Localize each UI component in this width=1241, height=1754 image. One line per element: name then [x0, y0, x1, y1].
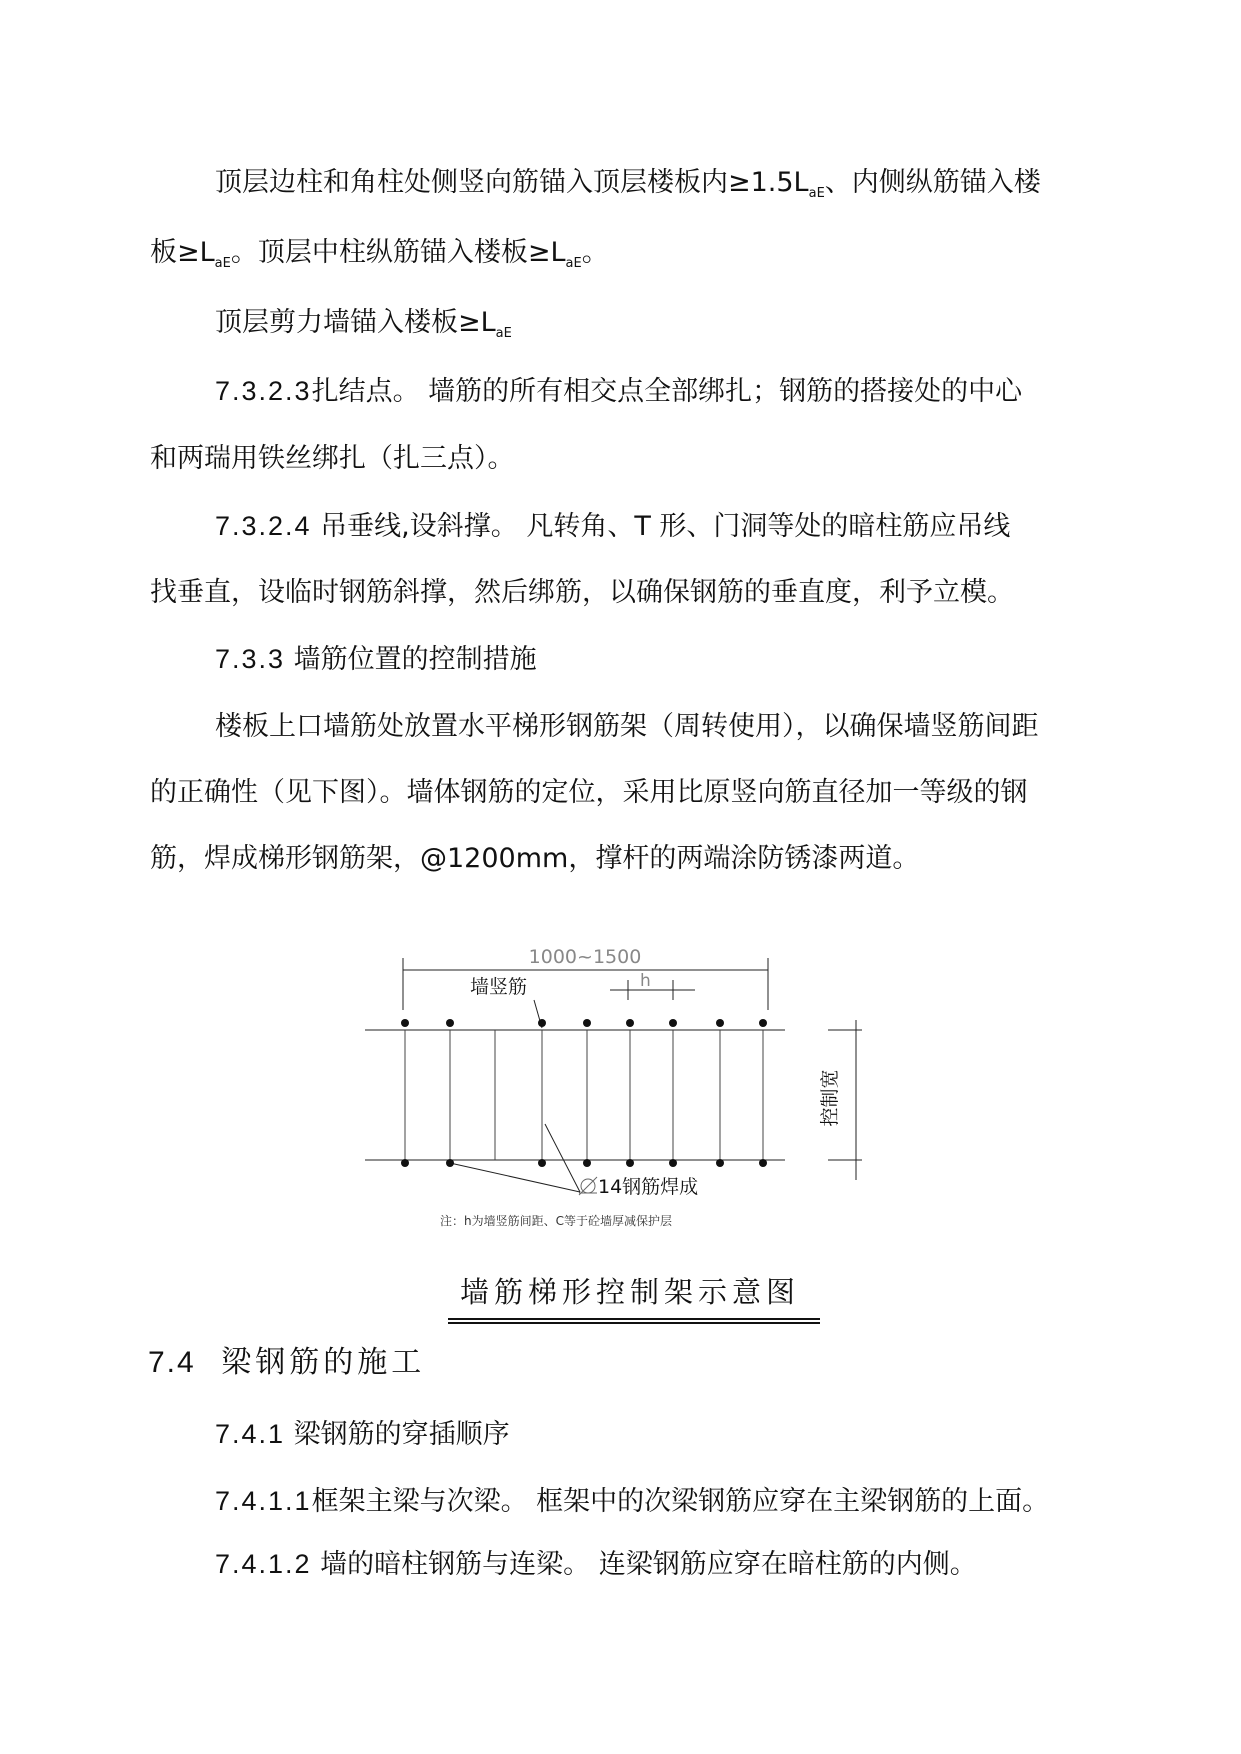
weld-label: 14钢筋焊成: [598, 1176, 699, 1198]
wall-bar-dot: [401, 1159, 409, 1167]
wall-bar-dot: [538, 1159, 546, 1167]
wall-bar-dot: [626, 1019, 634, 1027]
subsection-7-4-1-2: [215, 1547, 977, 1582]
text: 。: [581, 237, 609, 268]
clause-number: 7.3.2.4: [215, 511, 312, 541]
wall-bar-dot: [716, 1159, 724, 1167]
section-heading-7-4: [148, 1346, 425, 1380]
text: 板≥L: [150, 237, 215, 268]
subscript: aE: [214, 256, 231, 271]
subscript: aE: [808, 186, 825, 201]
control-width-label: 控制宽: [819, 1069, 841, 1127]
wall-bar-dot: [583, 1159, 591, 1167]
clause-number: 7.3.2.3: [215, 376, 312, 406]
text: 和两瑞用铁丝绑扎（扎三点）。: [150, 443, 515, 474]
text: 顶层剪力墙锚入楼板≥L: [215, 307, 496, 338]
subscript: aE: [495, 326, 512, 341]
wall-bar-dot: [401, 1019, 409, 1027]
text: 筋，焊成梯形钢筋架，@1200mm，撑杆的两端涂防锈漆两道。: [150, 843, 920, 874]
wall-bar-dot: [626, 1159, 634, 1167]
wall-bar-dot: [759, 1019, 767, 1027]
clause-number: 7.4.1.2: [215, 1549, 312, 1579]
clause-number: 7.3.3: [215, 644, 286, 674]
text: 。顶层中柱纵筋锚入楼板≥L: [230, 237, 566, 268]
wall-bar-dot: [759, 1159, 767, 1167]
wall-bar-dot: [669, 1159, 677, 1167]
text: 梁钢筋的穿插顺序: [285, 1419, 510, 1450]
wall-bar-dot: [446, 1159, 454, 1167]
text: 顶层边柱和角柱处侧竖向筋锚入顶层楼板内≥1.5L: [215, 167, 809, 198]
diameter-icon: [579, 1177, 597, 1195]
figure-note: 注：h为墙竖筋间距、C等于砼墙厚减保护层: [440, 1214, 672, 1228]
wall-bar-dot: [583, 1019, 591, 1027]
h-label: h: [640, 971, 651, 991]
subsection-7-4-1: [215, 1417, 510, 1452]
text: 墙的暗柱钢筋与连梁。 连梁钢筋应穿在暗柱筋的内侧。: [311, 1549, 977, 1580]
subscript: aE: [565, 256, 582, 271]
subsection-7-4-1-1: [215, 1484, 1049, 1519]
wall-bar-dot: [538, 1019, 546, 1027]
section-number: 7.4: [148, 1346, 196, 1379]
wall-bar-dot: [446, 1019, 454, 1027]
text: 墙筋位置的控制措施: [285, 644, 537, 675]
text: 、内侧纵筋锚入楼: [824, 167, 1041, 198]
text: 扎结点。 墙筋的所有相交点全部绑扎；钢筋的搭接处的中心: [311, 376, 1023, 407]
figure-title: 墙筋梯形控制架示意图: [459, 1275, 800, 1309]
weld-leader: [450, 1163, 580, 1192]
clause-number: 7.4.1: [215, 1419, 286, 1449]
text: 的正确性（见下图）。墙体钢筋的定位，采用比原竖向筋直径加一等级的钢: [150, 777, 1028, 808]
dimension-label: 1000~1500: [528, 946, 642, 968]
clause-number: 7.4.1.1: [215, 1486, 312, 1516]
text: 找垂直，设临时钢筋斜撑，然后绑筋，以确保钢筋的垂直度，利予立模。: [150, 577, 1014, 608]
text: 吊垂线,设斜撑。 凡转角、T 形、门洞等处的暗柱筋应吊线: [311, 511, 1011, 542]
text: 楼板上口墙筋处放置水平梯形钢筋架（周转使用），以确保墙竖筋间距: [215, 711, 1039, 742]
wall-bar-label: 墙竖筋: [470, 976, 528, 998]
section-title: 梁钢筋的施工: [221, 1345, 426, 1380]
text: 框架主梁与次梁。 框架中的次梁钢筋应穿在主梁钢筋的上面。: [311, 1486, 1050, 1517]
wall-bar-dot: [716, 1019, 724, 1027]
wall-bar-dot: [669, 1019, 677, 1027]
weld-leader: [545, 1124, 580, 1192]
figure-title-underline: [448, 1318, 820, 1324]
